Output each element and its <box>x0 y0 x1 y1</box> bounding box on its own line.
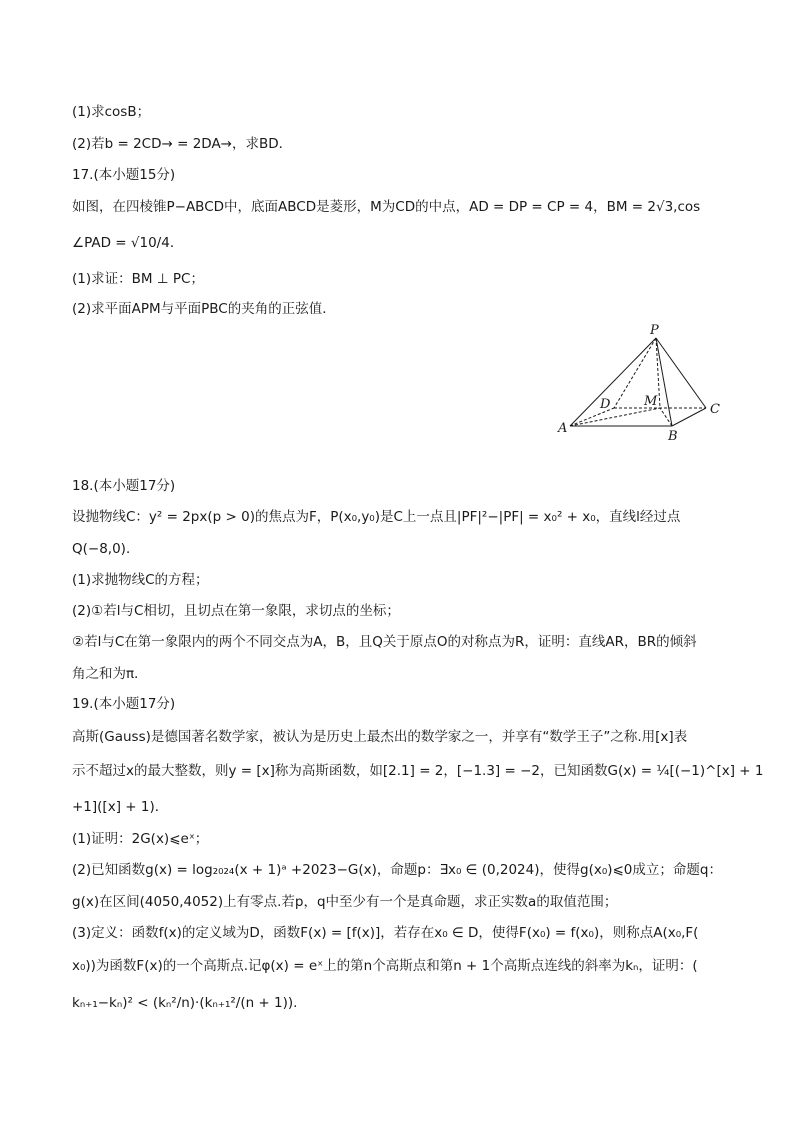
edge-bc <box>672 408 706 426</box>
question-heading: 19.(本小题17分) <box>72 696 176 712</box>
text-line: (1)求抛物线C的方程； <box>72 572 209 588</box>
text-line: (2)已知函数g(x) = log₂₀₂₄(x + 1)ᵃ +2023−G(x)，命题p：∃x₀ ∈ (0,2024)，使得g(x₀)⩽0成立；命题q： <box>72 862 722 878</box>
vertex-label-c: C <box>710 402 720 417</box>
text-line: x₀))为函数F(x)的一个高斯点.记φ(x) = eˣ上的第n个高斯点和第n + 1个高斯点连线的斜率为kₙ，证明：( <box>72 958 698 974</box>
text-line: ②若l与C在第一象限内的两个不同交点为A，B，且Q关于原点O的对称点为R，证明：直线AR，BR的倾斜 <box>72 634 697 650</box>
pyramid-figure <box>554 320 734 445</box>
text-line: g(x)在区间(4050,4052)上有零点.若p，q中至少有一个是真命题，求正实数a的取值范围； <box>72 894 618 910</box>
text-line: 如图，在四棱锥P−ABCD中，底面ABCD是菱形，M为CD的中点，AD = DP = CP = 4，BM = 2√3,cos <box>72 199 701 215</box>
text-line: (1)求cosB； <box>72 104 151 120</box>
text-line: (2)若b = 2CD→ = 2DA→，求BD． <box>72 136 293 152</box>
question-heading: 17.(本小题15分) <box>72 167 176 183</box>
text-line: (1)求证：BM ⊥ PC； <box>72 271 204 287</box>
vertex-label-a: A <box>558 421 568 436</box>
text-line: 角之和为π． <box>72 666 148 682</box>
vertex-label-m: M <box>644 394 658 409</box>
text-line: ∠PAD = √10/4． <box>72 235 184 251</box>
pyramid-diagram <box>554 320 734 445</box>
edge-pb <box>656 338 672 426</box>
vertex-label-p: P <box>650 323 659 338</box>
vertex-label-b: B <box>668 429 678 444</box>
text-line: (2)①若l与C相切，且切点在第一象限，求切点的坐标； <box>72 603 400 619</box>
text-line: Q(−8,0)． <box>72 541 140 557</box>
question-heading: 18.(本小题17分) <box>72 478 176 494</box>
edge-am <box>570 408 660 426</box>
text-line: +1]([x] + 1)． <box>72 799 169 815</box>
text-line: 高斯(Gauss)是德国著名数学家，被认为是历史上最杰出的数学家之一，并享有“数学王子”之称.用[x]表 <box>72 729 688 745</box>
edge-pc <box>656 338 706 408</box>
text-line: (3)定义：函数f(x)的定义域为D，函数F(x) = [f(x)]，若存在x₀ ∈ D，使得F(x₀) = f(x₀)，则称点A(x₀,F( <box>72 925 699 941</box>
text-line: kₙ₊₁−kₙ)² < (kₙ²/n)·(kₙ₊₁²/(n + 1)). <box>72 995 298 1011</box>
text-line: (1)证明：2G(x)⩽eˣ； <box>72 831 209 847</box>
vertex-label-d: D <box>600 397 611 412</box>
text-line: (2)求平面APM与平面PBC的夹角的正弦值． <box>72 301 336 317</box>
edge-pa <box>570 338 656 426</box>
text-line: 设抛物线C：y² = 2px(p > 0)的焦点为F，P(x₀,y₀)是C上一点且|PF|²−|PF| = x₀² + x₀，直线l经过点 <box>72 509 681 525</box>
text-line: 示不超过x的最大整数，则y = [x]称为高斯函数，如[2.1] = 2，[−1.3] = −2，已知函数G(x) = ¼[(−1)^[x] + 1 <box>72 763 764 779</box>
